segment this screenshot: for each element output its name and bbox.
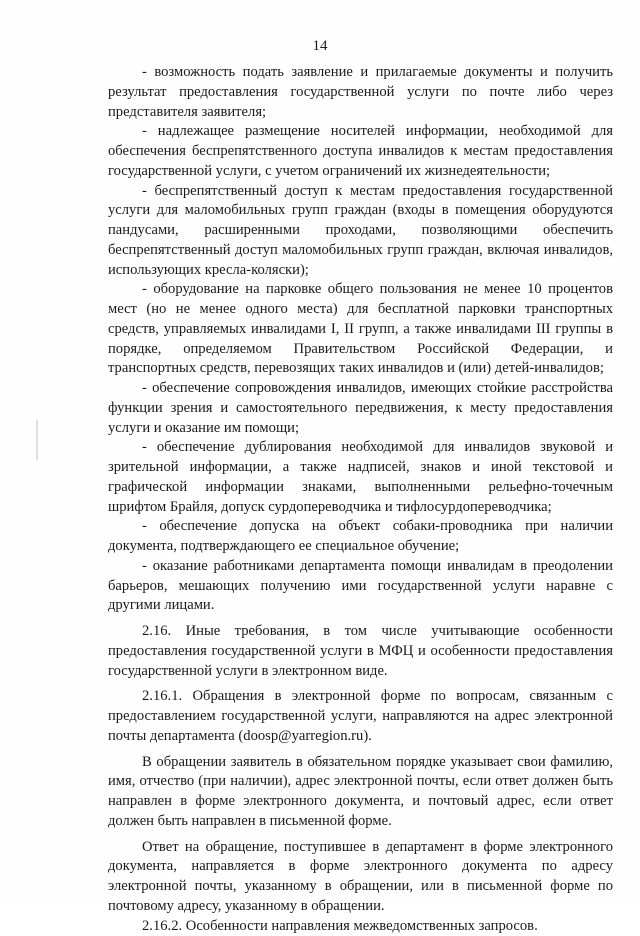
paragraph-5: - обеспечение сопровождения инвалидов, имеющих стойкие расстройства функции зрения и самостоятельного передвижения, к месту предоставления услуги и оказание им помощи; xyxy=(108,379,613,438)
paragraph-3: - беспрепятственный доступ к местам предоставления государственной услуги для маломобильных групп граждан (входы в помещения оборудуются пандусами, расширенными проходами, позволяющими обеспечить беспрепятственный доступ маломобильных групп граждан, включая инвалидов, использующих кресла-коляски); xyxy=(108,182,613,281)
section-2-16-1: 2.16.1. Обращения в электронной форме по вопросам, связанным с предоставлением государственной услуги, направляются на адрес электронной почты департамента (doosp@yarregion.ru). xyxy=(108,687,613,746)
section-2-16-2: 2.16.2. Особенности направления межведомственных запросов. xyxy=(108,917,613,936)
paragraph-4: - оборудование на парковке общего пользования не менее 10 процентов мест (но не менее одного места) для бесплатной парковки транспортных средств, управляемых инвалидами I, II групп, а также инвалидами III группы в порядке, определяемом Правительством Российской Федерации, и транспортных средств, перевозящих таких инвалидов и (или) детей-инвалидов; xyxy=(108,280,613,379)
paragraph-response: Ответ на обращение, поступившее в департамент в форме электронного документа, направляется в форме электронного документа по адресу электронной почты, указанному в обращении, или в письменной форме по почтовому адресу, указанному в обращении. xyxy=(108,838,613,917)
page-number: 14 xyxy=(0,38,640,55)
paragraph-1: - возможность подать заявление и прилагаемые документы и получить результат предоставления государственной услуги по почте либо через представителя заявителя; xyxy=(108,63,613,122)
paragraph-applicant-request: В обращении заявитель в обязательном порядке указывает свои фамилию, имя, отчество (при наличии), адрес электронной почты, если ответ должен быть направлен в форме электронного документа, и почтовый адрес, если ответ должен быть направлен в письменной форме. xyxy=(108,753,613,832)
section-2-16-heading: 2.16. Иные требования, в том числе учитывающие особенности предоставления государственной услуги в МФЦ и особенности предоставления государственной услуги в электронном виде. xyxy=(108,622,613,681)
paragraph-6: - обеспечение дублирования необходимой для инвалидов звуковой и зрительной информации, а также надписей, знаков и иной текстовой и графической информации знаками, выполненными рельефно-точечным шрифтом Брайля, допуск сурдопереводчика и тифлосурдопереводчика; xyxy=(108,438,613,517)
paragraph-7: - обеспечение допуска на объект собаки-проводника при наличии документа, подтверждающего ее специальное обучение; xyxy=(108,517,613,557)
body-text xyxy=(108,63,613,936)
scan-artifact xyxy=(36,420,38,460)
paragraph-2: - надлежащее размещение носителей информации, необходимой для обеспечения беспрепятственного доступа инвалидов к местам предоставления государственной услуги, с учетом ограничений их жизнедеятельности; xyxy=(108,122,613,181)
paragraph-8: - оказание работниками департамента помощи инвалидам в преодолении барьеров, мешающих получению ими государственной услуги наравне с другими лицами. xyxy=(108,557,613,616)
